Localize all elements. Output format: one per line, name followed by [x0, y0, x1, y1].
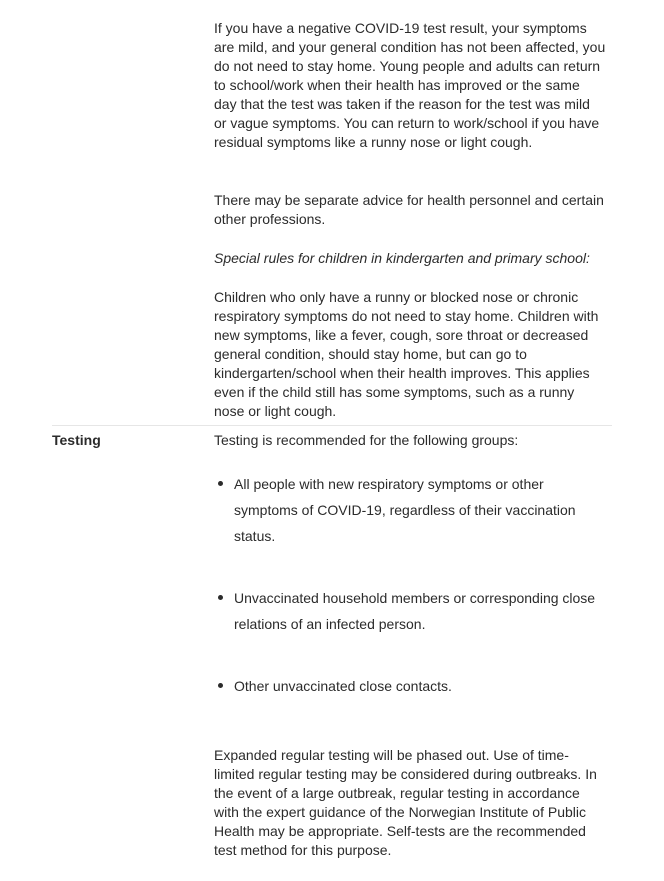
health-personnel-paragraph: There may be separate advice for health personnel and certain other professions. [214, 192, 604, 227]
list-item [214, 585, 606, 637]
list-item-text: Unvaccinated household members or corresponding close relations of an infected person. [234, 590, 596, 632]
section-divider [52, 425, 612, 426]
list-item-text: All people with new respiratory symptoms or other symptoms of COVID-19, regardless of their vaccination status. [234, 476, 576, 544]
list-item [214, 471, 606, 549]
testing-intro: Testing is recommended for the following groups: [214, 432, 519, 448]
bullet-icon [218, 595, 223, 600]
negative-test-paragraph: If you have a negative COVID-19 test result, your symptoms are mild, and your general condition has not been affected, you do not need to stay home. Young people and adults can return to school/work when their health has improved or the same day that the test was taken if the reason for the test was mild or vague symptoms. You can return to work/school if you have residual symptoms like a runny nose or light cough. [214, 20, 606, 150]
list-item-text: Other unvaccinated close contacts. [234, 678, 452, 694]
bullet-icon [218, 481, 223, 486]
list-item [214, 673, 606, 699]
bullet-icon [218, 683, 223, 688]
testing-label: Testing [52, 432, 101, 448]
children-paragraph: Children who only have a runny or blocked nose or chronic respiratory symptoms do not need to stay home. Children with new symptoms, like a fever, cough, sore throat or decreased general condition, should stay home, but can go to kindergarten/school when their health improves. This applies even if the child still has some symptoms, such as a runny nose or light cough. [214, 289, 599, 419]
special-rules-heading: Special rules for children in kindergarten and primary school: [214, 250, 590, 266]
expanded-testing-paragraph: Expanded regular testing will be phased out. Use of time-limited regular testing may be considered during outbreaks. In the event of a large outbreak, regular testing in accordance with the expert guidance of the Norwegian Institute of Public Health may be appropriate. Self-tests are the recommended test method for this purpose. [214, 747, 597, 858]
